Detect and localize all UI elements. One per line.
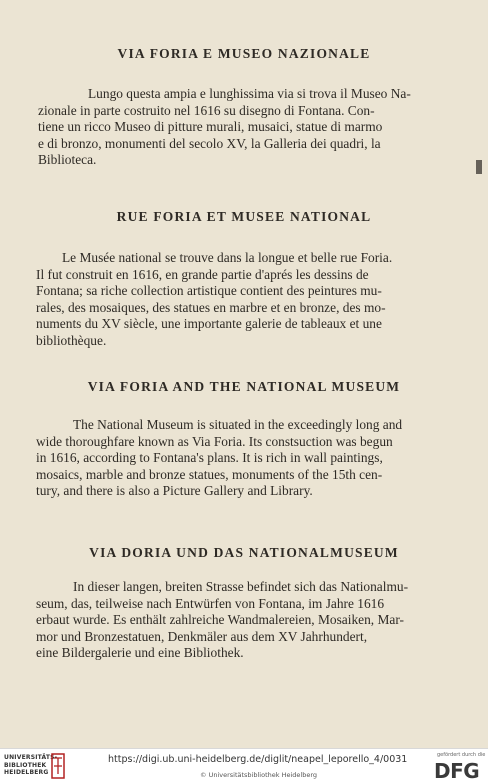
section-english bbox=[0, 379, 488, 499]
paragraph-line: Il fut construit en 1616, en grande partie d'aprés les dessins de bbox=[36, 266, 369, 282]
section-french bbox=[0, 209, 488, 348]
paragraph-line: In dieser langen, breiten Strasse befindet sich das Nationalmu- bbox=[73, 579, 409, 594]
paragraph-line: The National Museum is situated in the exceedingly long and bbox=[73, 417, 403, 432]
funding-note: gefördert durch die bbox=[437, 752, 486, 758]
paragraph-line: tury, and there is also a Picture Gallery and Library. bbox=[36, 483, 313, 499]
paragraph-line: rales, des mosaiques, des statues en marbre et en bronze, des mo- bbox=[36, 299, 386, 315]
section-paragraph bbox=[36, 417, 440, 500]
paragraph-line: mor und Bronzestatuen, Denkmäler aus dem XV Jahrhundert, bbox=[36, 628, 368, 644]
paragraph-line: tiene un ricco Museo di pitture murali, musaici, statue di marmo bbox=[38, 119, 383, 135]
section-italian bbox=[0, 46, 488, 168]
section-heading: VIA DORIA UND DAS NATIONALMUSEUM bbox=[89, 545, 399, 560]
dfg-logo[interactable]: DFG bbox=[434, 759, 480, 783]
paragraph-line: in 1616, according to Fontana's plans. It is rich in wall paintings, bbox=[36, 450, 383, 466]
section-heading: RUE FORIA ET MUSEE NATIONAL bbox=[116, 209, 372, 224]
logo-text-line: BIBLIOTHEK bbox=[4, 761, 47, 769]
logo-text-line: HEIDELBERG bbox=[4, 769, 49, 776]
paragraph-line: zionale in parte costruito nel 1616 su disegno di Fontana. Con- bbox=[38, 102, 375, 118]
paragraph-line: Le Musée national se trouve dans la longue et belle rue Foria. bbox=[62, 250, 393, 265]
university-seal-icon bbox=[50, 753, 66, 779]
viewer-footer bbox=[0, 748, 488, 784]
page-url-link[interactable]: https://digi.ub.uni-heidelberg.de/diglit/neapel_leporello_4/0031 bbox=[108, 754, 408, 765]
section-heading: VIA FORIA AND THE NATIONAL MUSEUM bbox=[87, 379, 401, 394]
paragraph-line: erbaut wurde. Es enthält zahlreiche Wandmalereien, Mosaiken, Mar- bbox=[36, 612, 404, 628]
section-paragraph bbox=[36, 579, 440, 662]
paragraph-line: wide thoroughfare known as Via Foria. Its constsuction was begun bbox=[36, 433, 393, 449]
paragraph-line: Biblioteca. bbox=[38, 152, 97, 168]
section-german bbox=[0, 545, 488, 661]
logo-text-line: UNIVERSITÄTS- bbox=[4, 754, 58, 761]
copyright-notice: © Universitätsbibliothek Heidelberg bbox=[200, 771, 318, 779]
paragraph-line: eine Bildergalerie und eine Bibliothek. bbox=[36, 645, 244, 661]
paragraph-line: numents du XV siècle, une importante galerie de tableaux et une bbox=[36, 316, 382, 332]
paragraph-line: bibliothèque. bbox=[36, 332, 107, 348]
scan-edge-mark bbox=[476, 160, 482, 174]
paragraph-line: seum, das, teilweise nach Entwürfen von Fontana, im Jahre 1616 bbox=[36, 595, 385, 611]
section-paragraph bbox=[38, 86, 440, 169]
paragraph-line: Lungo questa ampia e lunghissima via si trova il Museo Na- bbox=[88, 86, 411, 101]
paragraph-line: mosaics, marble and bronze statues, monuments of the 15th cen- bbox=[36, 466, 383, 482]
section-heading: VIA FORIA E MUSEO NAZIONALE bbox=[117, 46, 371, 61]
paragraph-line: Fontana; sa riche collection artistique contient des peintures mu- bbox=[36, 283, 382, 299]
paragraph-line: e di bronzo, monumenti del secolo XV, la Galleria dei quadri, la bbox=[38, 135, 381, 151]
section-paragraph bbox=[36, 250, 440, 350]
